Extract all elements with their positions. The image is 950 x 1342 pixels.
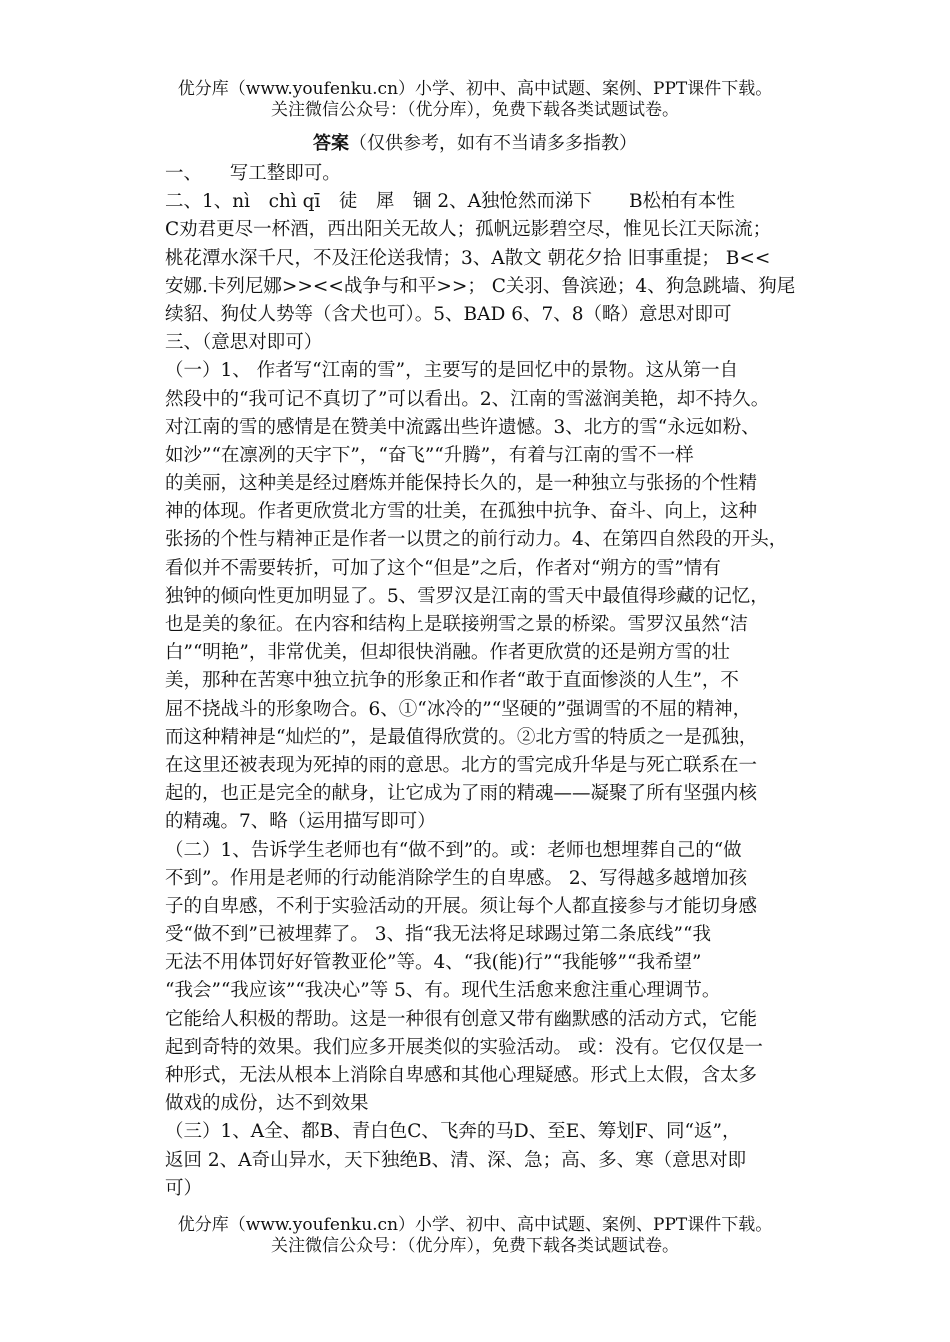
text-line: 也是美的象征。在内容和结构上是联接朔雪之景的桥梁。雪罗汉虽然“洁: [165, 614, 748, 635]
text-line: 返回 2、A奇山异水，天下独绝B、清、深、急；高、多、寒（意思对即: [165, 1149, 747, 1171]
text-line: 然段中的“我可记不真切了”可以看出。2、江南的雪滋润美艳，却不持久。: [165, 388, 770, 410]
text-line: “我会”“我应该”“我决心”等 5、有。现代生活愈来愈注重心理调节。: [165, 980, 721, 1002]
answer-title-note: （仅供参考，如有不当请多多指教）: [349, 133, 637, 154]
text-line: 子的自卑感，不利于实验活动的开展。须让每个人都直接参与才能切身感: [165, 895, 758, 917]
text-line: 的精魂。7、略（运用描写即可）: [165, 811, 436, 833]
text-line: 二、1、nì chì qī 徒 犀 锢 2、A独怆然而涕下 B松柏有本性: [165, 191, 736, 213]
text-line: 不到”。作用是老师的行动能消除学生的自卑感。 2、写得越多越增加孩: [165, 867, 748, 889]
text-line: 桃花潭水深千尺，不及汪伦送我情；3、A散文 朝花夕拾 旧事重提； B<<: [165, 247, 771, 269]
text-line: 而这种精神是“灿烂的”，是最值得欣赏的。②北方雪的特质之一是孤独，: [165, 726, 758, 748]
text-line: 屈不挠战斗的形象吻合。6、①“冰冷的”“坚硬的”强调雪的不屈的精神，: [165, 698, 752, 720]
text-line: 起的，也正是完全的献身，让它成为了雨的精魂——凝聚了所有坚强内核: [165, 783, 758, 805]
text-line: 三、（意思对即可）: [165, 332, 323, 354]
text-line: 续貂、狗仗人势等（含犬也可）。5、BAD 6、7、8（略）意思对即可: [165, 303, 732, 325]
text-line: （三）1、A全、都B、青白色C、飞奔的马D、至E、筹划F、同“返”，: [165, 1121, 741, 1143]
footer-line-1: 优分库（www.youfenku.cn）小学、初中、高中试题、案例、PPT课件下载。: [177, 1215, 773, 1235]
text-line: 神的体现。作者更欣赏北方雪的壮美，在孤独中抗争、奋斗、向上，这种: [165, 501, 758, 523]
text-line: 它能给人积极的帮助。这是一种很有创意又带有幽默感的活动方式，它能: [165, 1008, 758, 1030]
answer-title-bold: 答案: [313, 133, 349, 154]
text-line: 起到奇特的效果。我们应多开展类似的实验活动。 或：没有。它仅仅是一: [165, 1036, 763, 1058]
text-line: 安娜.卡列尼娜>><<战争与和平>>； C关羽、鲁滨逊；4、狗急跳墙、狗尾: [165, 275, 796, 297]
text-line: C劝君更尽一杯酒，西出阳关无故人；孤帆远影碧空尽，惟见长江天际流；: [165, 219, 772, 241]
header-line-1: 优分库（www.youfenku.cn）小学、初中、高中试题、案例、PPT课件下载。: [177, 79, 773, 99]
text-line: 一、 写工整即可。: [165, 163, 341, 184]
text-line: 独钟的倾向性更加明显了。5、雪罗汉是江南的雪天中最值得珍藏的记忆，: [165, 585, 769, 607]
text-line: 做戏的成份，达不到效果: [165, 1093, 369, 1115]
text-line: 在这里还被表现为死掉的雨的意思。北方的雪完成升华是与死亡联系在一: [165, 754, 758, 776]
text-line: 张扬的个性与精神正是作者一以贯之的前行动力。4、在第四自然段的开头，: [165, 529, 788, 551]
text-line: 看似并不需要转折，可加了这个“但是”之后，作者对“朔方的雪”情有: [165, 557, 721, 579]
text-line: 对江南的雪的感情是在赞美中流露出些许遗憾。3、北方的雪“永远如粉、: [165, 416, 760, 438]
text-line: 可）: [165, 1177, 203, 1199]
text-line: 白”“明艳”，非常优美，但却很快消融。作者更欣赏的还是朔方雪的壮: [165, 642, 730, 664]
answer-title: [0, 132, 950, 156]
text-line: 美，那种在苦寒中独立抗争的形象正和作者“敢于直面惨淡的人生”，不: [165, 670, 739, 692]
text-line: 受“做不到”已被埋葬了。 3、指“我无法将足球踢过第二条底线”“我: [165, 924, 711, 946]
text-line: 如沙”“在凛冽的天宇下”，“奋飞”“升腾”，有着与江南的雪不一样: [165, 444, 694, 466]
answer-body: [165, 160, 805, 1203]
footer-line-2: 关注微信公众号：（优分库），免费下载各类试题试卷。: [271, 1236, 679, 1256]
text-line: 无法不用体罚好好管教亚伦”等。4、“我(能)行”“我能够”“我希望”: [165, 952, 702, 974]
text-line: 种形式，无法从根本上消除自卑感和其他心理疑感。形式上太假，含太多: [165, 1065, 758, 1086]
text-line: （一）1、 作者写“江南的雪”，主要写的是回忆中的景物。这从第一自: [165, 360, 739, 382]
text-line: 的美丽，这种美是经过磨炼并能保持长久的，是一种独立与张扬的个性精: [165, 473, 758, 495]
header-line-2: 关注微信公众号：（优分库），免费下载各类试题试卷。: [271, 100, 679, 120]
text-line: （二）1、告诉学生老师也有“做不到”的。或：老师也想埋葬自己的“做: [165, 839, 742, 861]
